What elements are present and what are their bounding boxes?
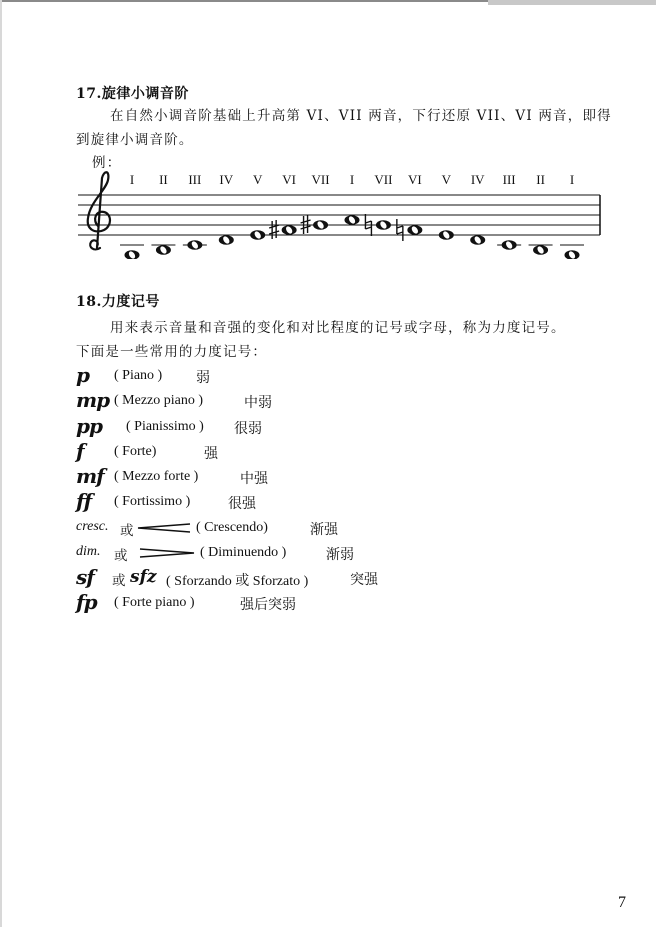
natural-icon — [397, 219, 403, 241]
dynamic-meaning: 强 — [204, 446, 218, 462]
whole-note — [560, 245, 584, 259]
dynamic-meaning: 很强 — [228, 496, 256, 512]
dynamic-meaning: 中强 — [240, 471, 268, 487]
scale-degree-label: IV — [470, 172, 485, 187]
treble-clef-icon — [88, 172, 110, 249]
dynamic-or: 或 — [112, 573, 126, 589]
staff-lines — [78, 195, 600, 235]
dynamic-or: 或 — [120, 523, 134, 539]
scale-degree-label: VI — [407, 172, 422, 187]
whole-note — [151, 245, 175, 255]
section-17-text-line2: 到旋律小调音阶。 — [76, 132, 194, 148]
section-17-title: 17.旋律小调音阶 — [76, 86, 189, 102]
dynamic-meaning: 渐强 — [310, 522, 338, 538]
dynamic-name: ( Pianissimo ) — [126, 419, 204, 434]
dynamic-meaning: 很弱 — [234, 421, 262, 437]
whole-note — [529, 245, 553, 255]
dynamic-name: ( Sforzando 或 Sforzato ) — [166, 574, 309, 589]
whole-note — [269, 220, 297, 239]
scale-degree-label: I — [129, 172, 135, 187]
dynamic-symbol: cresc. — [76, 519, 109, 534]
dynamic-name: ( Forte) — [114, 444, 157, 459]
scale-degree-label: I — [349, 172, 355, 187]
dynamic-symbol: mf — [76, 464, 104, 488]
dynamic-symbol: f — [76, 439, 84, 463]
dynamic-name: ( Forte piano ) — [114, 595, 195, 610]
dynamic-name: ( Crescendo) — [196, 520, 268, 535]
dynamic-meaning: 强后突弱 — [240, 597, 296, 613]
whole-note — [397, 219, 423, 241]
scale-degree-label: VII — [311, 172, 330, 187]
dynamic-symbol: pp — [76, 414, 102, 438]
scale-degree-labels — [130, 172, 574, 187]
scale-notes — [120, 214, 584, 259]
dynamic-symbol: ff — [76, 489, 92, 513]
scale-degree-label: I — [569, 172, 575, 187]
dynamic-meaning: 渐弱 — [326, 547, 354, 563]
page-number: 7 — [618, 894, 626, 911]
dynamic-meaning: 弱 — [196, 370, 210, 386]
section-18-text-line2: 下面是一些常用的力度记号： — [76, 344, 268, 360]
dynamic-symbol: sf — [76, 565, 94, 589]
scale-degree-label: III — [502, 172, 516, 187]
diminuendo-hairpin-icon — [138, 548, 196, 558]
section-17-text-line1: 在自然小调音阶基础上升高第 VI、VII 两音，下行还原 VII、VI 两音，即得 — [110, 108, 612, 124]
whole-note — [250, 230, 265, 240]
example-label: 例： — [92, 155, 122, 171]
scale-degree-label: VII — [374, 172, 393, 187]
dynamic-meaning: 突强 — [350, 572, 378, 588]
scale-degree-label: II — [159, 172, 168, 187]
page-left-edge — [0, 0, 2, 927]
dynamic-name: ( Fortissimo ) — [114, 494, 191, 509]
whole-note — [439, 230, 454, 240]
section-18-title: 18.力度记号 — [76, 294, 160, 310]
dynamic-meaning: 中弱 — [244, 395, 272, 411]
whole-note — [345, 215, 360, 225]
dynamic-symbol-alt: sfz — [130, 567, 157, 587]
crescendo-hairpin-icon — [136, 523, 192, 533]
whole-note — [497, 240, 521, 250]
scale-degree-label: VI — [282, 172, 297, 187]
dynamic-name: ( Piano ) — [114, 368, 163, 383]
dynamic-symbol: fp — [76, 590, 97, 614]
dynamic-name: ( Mezzo forte ) — [114, 469, 199, 484]
whole-note — [183, 240, 207, 250]
scale-degree-label: III — [188, 172, 202, 187]
sharp-icon — [269, 220, 279, 239]
scale-degree-label: V — [253, 172, 263, 187]
whole-note — [120, 245, 144, 259]
scale-degree-label: V — [441, 172, 451, 187]
melodic-minor-scale-staff — [60, 164, 605, 259]
dynamic-name: ( Diminuendo ) — [200, 545, 287, 560]
dynamic-symbol: p — [76, 363, 89, 387]
dynamic-or: 或 — [114, 548, 128, 564]
dynamic-symbol: dim. — [76, 544, 101, 559]
page-top-mark — [488, 0, 656, 5]
whole-note — [219, 235, 234, 245]
scale-degree-label: II — [536, 172, 545, 187]
dynamic-symbol: mp — [76, 388, 110, 412]
dynamic-name: ( Mezzo piano ) — [114, 393, 204, 408]
section-18-text-line1: 用来表示音量和音强的变化和对比程度的记号或字母，称为力度记号。 — [110, 320, 566, 336]
whole-note — [470, 235, 485, 245]
scale-degree-label: IV — [219, 172, 234, 187]
